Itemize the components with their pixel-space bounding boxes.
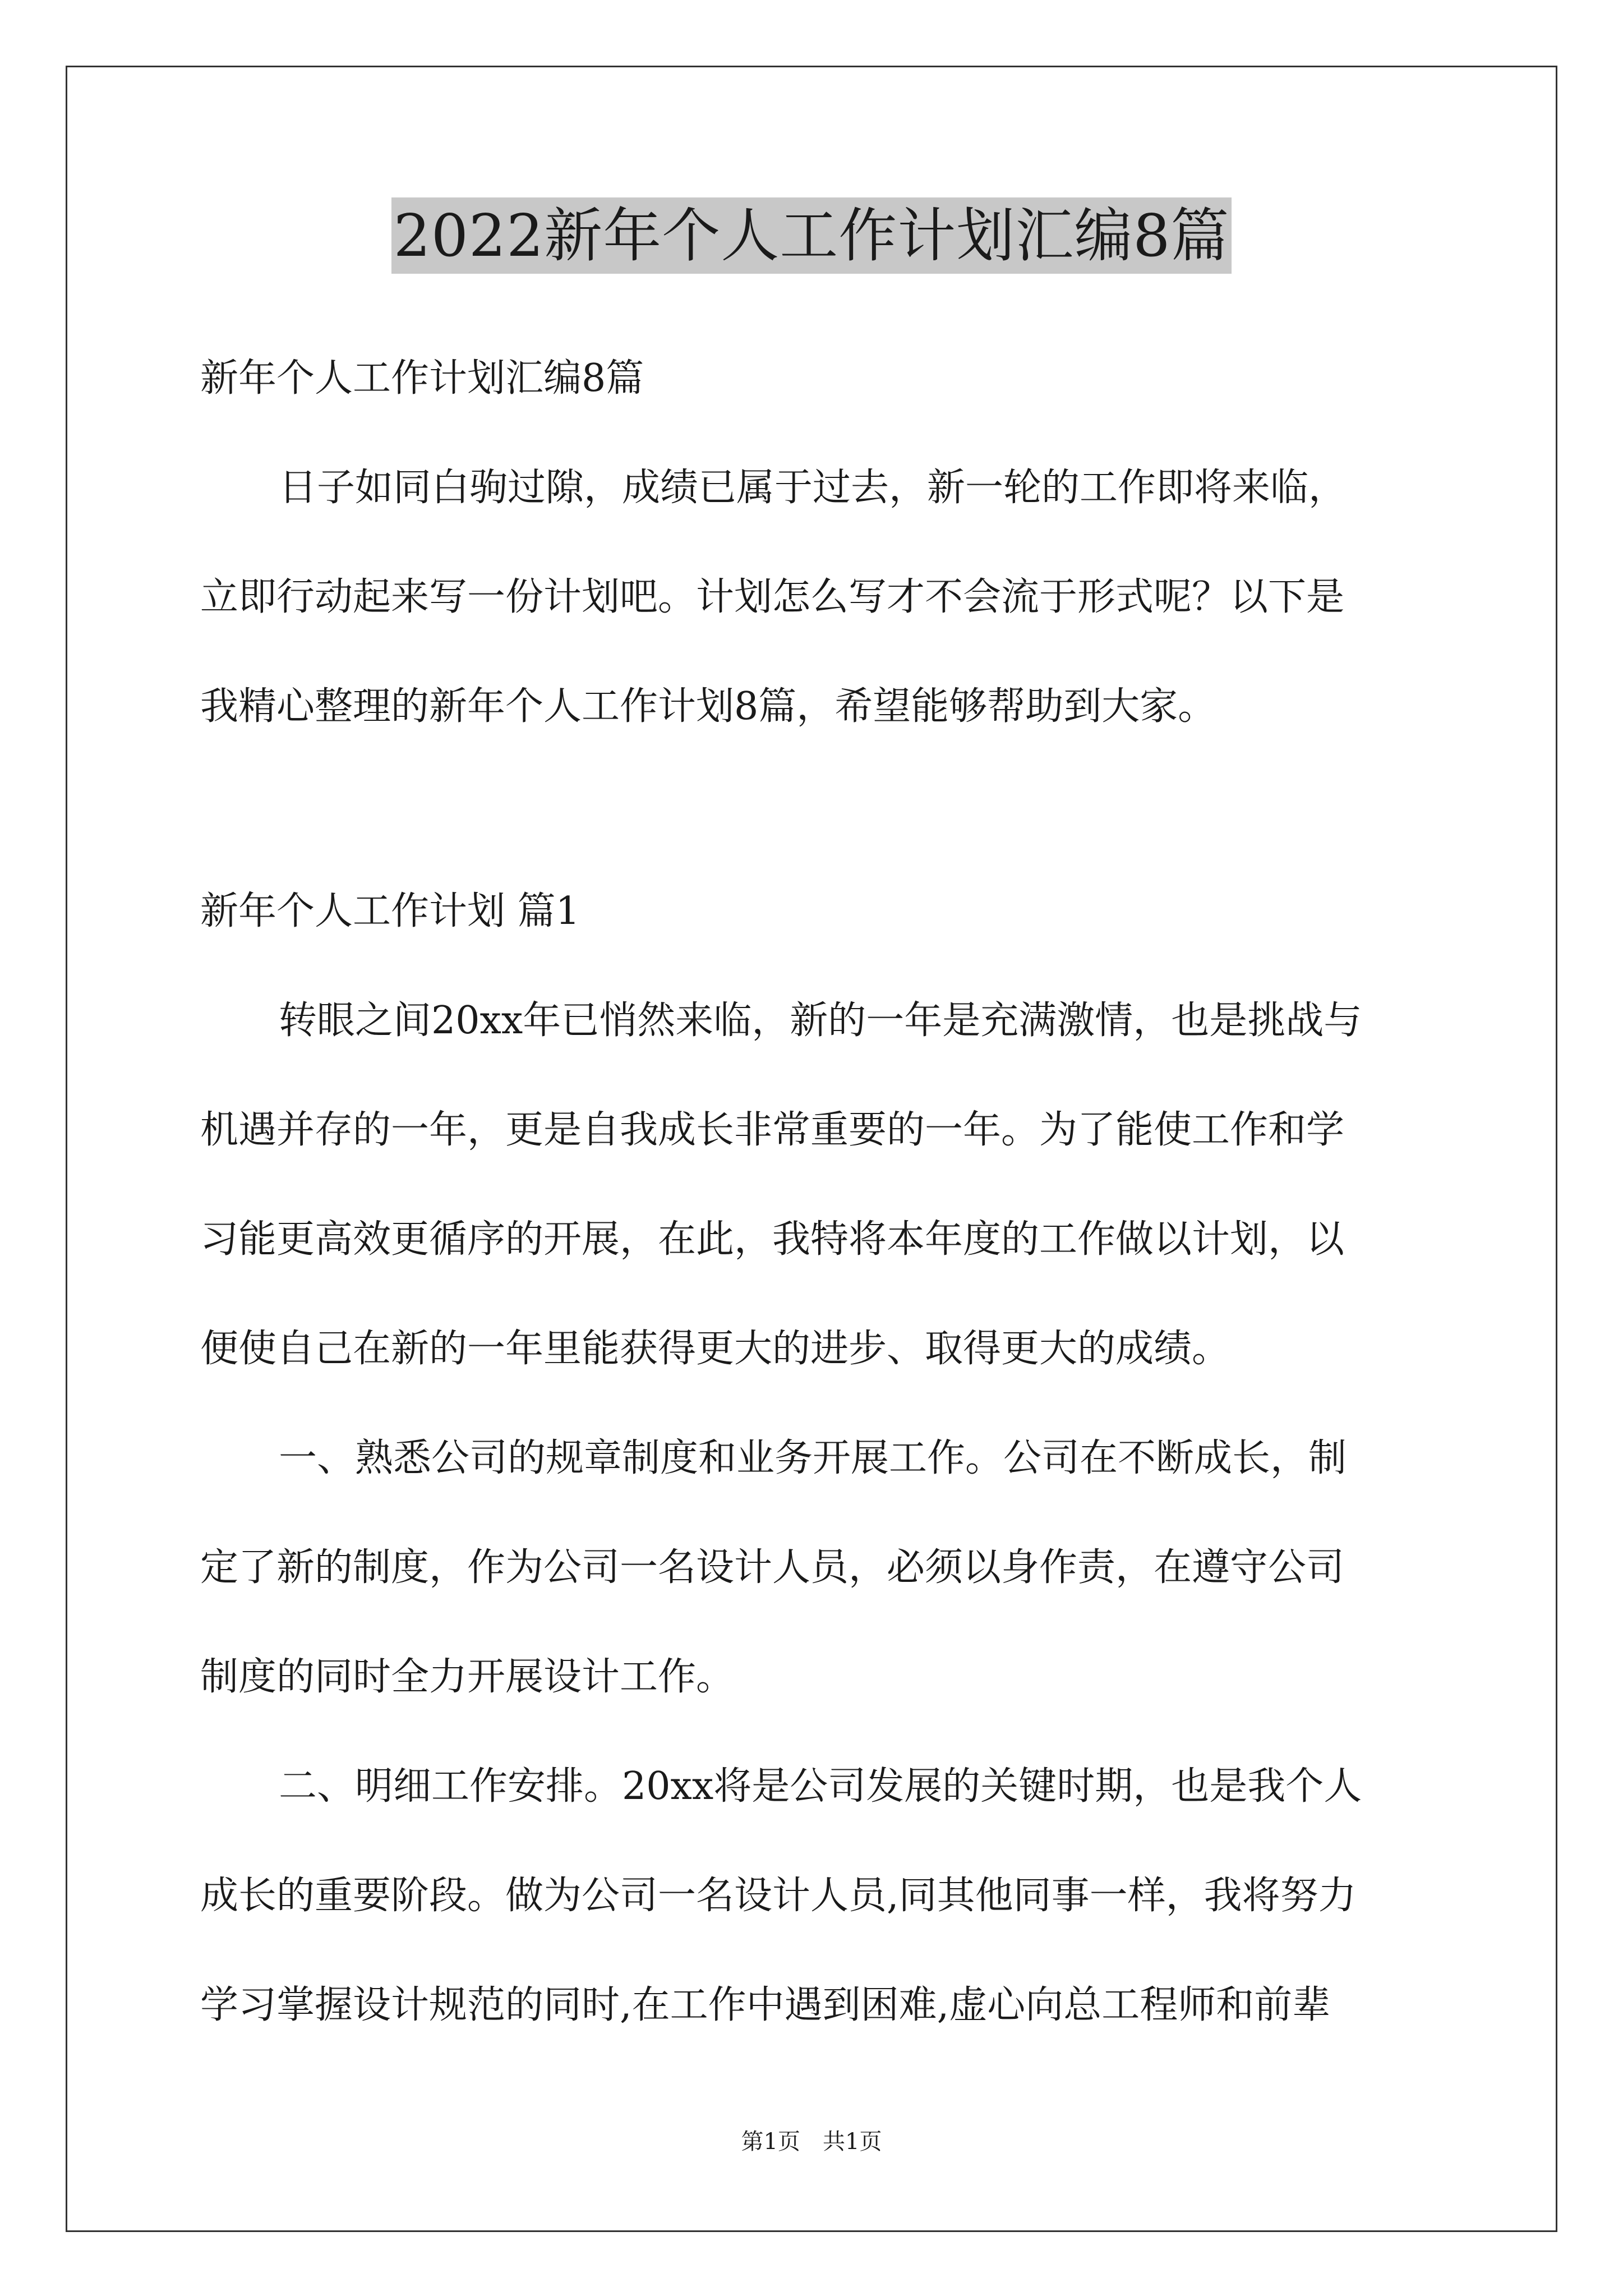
section-heading-1: 新年个人工作计划 篇1 — [200, 889, 580, 933]
intro-line-1: 日子如同白驹过隙，成绩已属于过去，新一轮的工作即将来临， — [279, 466, 1347, 510]
intro-line-3: 我精心整理的新年个人工作计划8篇，希望能够帮助到大家。 — [200, 684, 1216, 729]
para2-line-1: 一、熟悉公司的规章制度和业务开展工作。公司在不断成长，制 — [279, 1436, 1347, 1480]
title-container — [0, 197, 1623, 274]
para1-line-2: 机遇并存的一年，更是自我成长非常重要的一年。为了能使工作和学 — [200, 1108, 1345, 1152]
subtitle-line: 新年个人工作计划汇编8篇 — [200, 356, 644, 401]
page-number-footer: 第1页 共1页 — [741, 2129, 882, 2155]
para3-line-1: 二、明细工作安排。20xx将是公司发展的关键时期，也是我个人 — [279, 1764, 1362, 1809]
para3-line-3: 学习掌握设计规范的同时,在工作中遇到困难,虚心向总工程师和前辈 — [200, 1983, 1331, 2027]
para2-line-2: 定了新的制度，作为公司一名设计人员，必须以身作责，在遵守公司 — [200, 1545, 1345, 1590]
para1-line-4: 便使自己在新的一年里能获得更大的进步、取得更大的成绩。 — [200, 1327, 1230, 1371]
para1-line-3: 习能更高效更循序的开展，在此，我特将本年度的工作做以计划，以 — [200, 1217, 1345, 1262]
document-title: 2022新年个人工作计划汇编8篇 — [391, 197, 1232, 274]
para3-line-2: 成长的重要阶段。做为公司一名设计人员,同其他同事一样，我将努力 — [200, 1874, 1357, 1918]
para2-line-3: 制度的同时全力开展设计工作。 — [200, 1655, 735, 1699]
intro-line-2: 立即行动起来写一份计划吧。计划怎么写才不会流于形式呢？以下是 — [200, 575, 1345, 619]
para1-line-1: 转眼之间20xx年已悄然来临，新的一年是充满激情，也是挑战与 — [279, 999, 1362, 1043]
